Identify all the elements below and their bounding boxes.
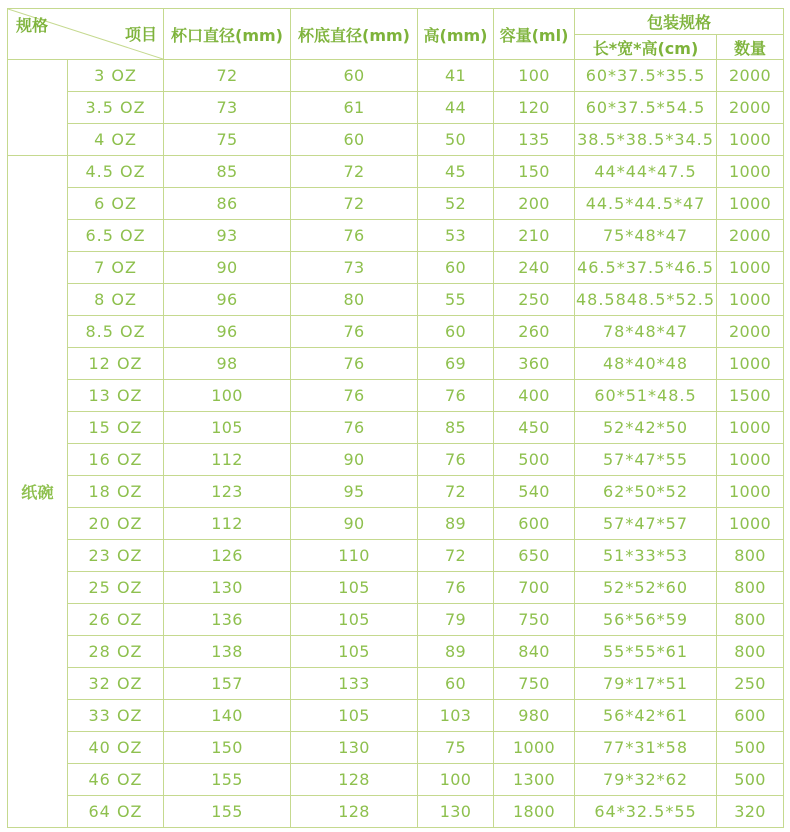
top-diameter-cell: 126	[164, 540, 291, 572]
packaging-qty-cell: 1000	[717, 284, 784, 316]
capacity-cell: 1800	[494, 796, 575, 828]
packaging-qty-cell: 800	[717, 540, 784, 572]
table-body	[8, 60, 784, 828]
bottom-diameter-cell: 105	[291, 700, 418, 732]
packaging-dims-cell: 79*17*51	[575, 668, 717, 700]
packaging-qty-cell: 1000	[717, 188, 784, 220]
packaging-qty-cell: 800	[717, 572, 784, 604]
height-cell: 50	[418, 124, 494, 156]
spec-cell: 7 OZ	[68, 252, 164, 284]
capacity-cell: 1300	[494, 764, 575, 796]
top-diameter-cell: 100	[164, 380, 291, 412]
spec-cell: 15 OZ	[68, 412, 164, 444]
category-cell-paper-bowl: 纸碗	[8, 156, 68, 828]
packaging-qty-cell: 2000	[717, 92, 784, 124]
table-row	[8, 700, 784, 732]
packaging-dims-cell: 56*56*59	[575, 604, 717, 636]
top-diameter-cell: 93	[164, 220, 291, 252]
packaging-dims-cell: 77*31*58	[575, 732, 717, 764]
category-cell-empty	[8, 60, 68, 156]
bottom-diameter-cell: 76	[291, 220, 418, 252]
packaging-dims-cell: 60*37.5*35.5	[575, 60, 717, 92]
col-packaging-qty: 数量	[717, 35, 784, 60]
packaging-qty-cell: 600	[717, 700, 784, 732]
packaging-qty-cell: 800	[717, 604, 784, 636]
table-row	[8, 92, 784, 124]
top-diameter-cell: 155	[164, 764, 291, 796]
packaging-qty-cell: 1000	[717, 124, 784, 156]
capacity-cell: 210	[494, 220, 575, 252]
bottom-diameter-cell: 105	[291, 636, 418, 668]
packaging-dims-cell: 52*42*50	[575, 412, 717, 444]
height-cell: 130	[418, 796, 494, 828]
table-row	[8, 348, 784, 380]
table-row	[8, 156, 784, 188]
packaging-qty-cell: 800	[717, 636, 784, 668]
table-row	[8, 796, 784, 828]
height-cell: 79	[418, 604, 494, 636]
top-diameter-cell: 150	[164, 732, 291, 764]
height-cell: 89	[418, 508, 494, 540]
table-row	[8, 412, 784, 444]
table-row	[8, 316, 784, 348]
height-cell: 45	[418, 156, 494, 188]
table-row	[8, 636, 784, 668]
packaging-dims-cell: 44.5*44.5*47	[575, 188, 717, 220]
spec-cell: 8 OZ	[68, 284, 164, 316]
capacity-cell: 450	[494, 412, 575, 444]
spec-cell: 16 OZ	[68, 444, 164, 476]
top-diameter-cell: 136	[164, 604, 291, 636]
bottom-diameter-cell: 60	[291, 60, 418, 92]
table-row	[8, 444, 784, 476]
col-bottom-diameter: 杯底直径(mm)	[291, 9, 418, 60]
top-diameter-cell: 98	[164, 348, 291, 380]
top-diameter-cell: 140	[164, 700, 291, 732]
packaging-qty-cell: 500	[717, 732, 784, 764]
capacity-cell: 100	[494, 60, 575, 92]
table-row	[8, 476, 784, 508]
packaging-dims-cell: 75*48*47	[575, 220, 717, 252]
spec-cell: 26 OZ	[68, 604, 164, 636]
bottom-diameter-cell: 90	[291, 444, 418, 476]
table-row	[8, 604, 784, 636]
packaging-dims-cell: 55*55*61	[575, 636, 717, 668]
capacity-cell: 360	[494, 348, 575, 380]
spec-cell: 23 OZ	[68, 540, 164, 572]
table-row	[8, 764, 784, 796]
capacity-cell: 400	[494, 380, 575, 412]
table-row	[8, 284, 784, 316]
height-cell: 69	[418, 348, 494, 380]
height-cell: 55	[418, 284, 494, 316]
top-diameter-cell: 112	[164, 508, 291, 540]
capacity-cell: 540	[494, 476, 575, 508]
packaging-qty-cell: 1000	[717, 412, 784, 444]
capacity-cell: 240	[494, 252, 575, 284]
top-diameter-cell: 105	[164, 412, 291, 444]
packaging-qty-cell: 2000	[717, 316, 784, 348]
col-capacity: 容量(ml)	[494, 9, 575, 60]
bottom-diameter-cell: 130	[291, 732, 418, 764]
height-cell: 76	[418, 380, 494, 412]
table-row	[8, 220, 784, 252]
spec-cell: 18 OZ	[68, 476, 164, 508]
corner-header	[8, 9, 164, 60]
table-row	[8, 668, 784, 700]
packaging-dims-cell: 56*42*61	[575, 700, 717, 732]
packaging-dims-cell: 44*44*47.5	[575, 156, 717, 188]
spec-cell: 8.5 OZ	[68, 316, 164, 348]
packaging-dims-cell: 46.5*37.5*46.5	[575, 252, 717, 284]
packaging-dims-cell: 78*48*47	[575, 316, 717, 348]
spec-cell: 28 OZ	[68, 636, 164, 668]
height-cell: 89	[418, 636, 494, 668]
bottom-diameter-cell: 128	[291, 764, 418, 796]
spec-cell: 46 OZ	[68, 764, 164, 796]
capacity-cell: 1000	[494, 732, 575, 764]
packaging-dims-cell: 57*47*55	[575, 444, 717, 476]
table-row	[8, 124, 784, 156]
top-diameter-cell: 112	[164, 444, 291, 476]
packaging-dims-cell: 79*32*62	[575, 764, 717, 796]
packaging-dims-cell: 62*50*52	[575, 476, 717, 508]
height-cell: 100	[418, 764, 494, 796]
packaging-qty-cell: 1000	[717, 348, 784, 380]
capacity-cell: 750	[494, 604, 575, 636]
top-diameter-cell: 75	[164, 124, 291, 156]
table-row	[8, 188, 784, 220]
packaging-qty-cell: 500	[717, 764, 784, 796]
top-diameter-cell: 155	[164, 796, 291, 828]
bottom-diameter-cell: 128	[291, 796, 418, 828]
bottom-diameter-cell: 60	[291, 124, 418, 156]
bottom-diameter-cell: 80	[291, 284, 418, 316]
spec-cell: 6 OZ	[68, 188, 164, 220]
col-top-diameter: 杯口直径(mm)	[164, 9, 291, 60]
spec-cell: 4.5 OZ	[68, 156, 164, 188]
table-row	[8, 60, 784, 92]
packaging-qty-cell: 2000	[717, 60, 784, 92]
bottom-diameter-cell: 72	[291, 156, 418, 188]
packaging-qty-cell: 1000	[717, 252, 784, 284]
top-diameter-cell: 90	[164, 252, 291, 284]
table-row	[8, 508, 784, 540]
capacity-cell: 250	[494, 284, 575, 316]
capacity-cell: 650	[494, 540, 575, 572]
capacity-cell: 600	[494, 508, 575, 540]
col-packaging-dims: 长*宽*高(cm)	[575, 35, 717, 60]
capacity-cell: 150	[494, 156, 575, 188]
packaging-qty-cell: 1000	[717, 476, 784, 508]
top-diameter-cell: 96	[164, 284, 291, 316]
table-row	[8, 572, 784, 604]
top-diameter-cell: 130	[164, 572, 291, 604]
height-cell: 44	[418, 92, 494, 124]
col-height: 高(mm)	[418, 9, 494, 60]
spec-cell: 12 OZ	[68, 348, 164, 380]
height-cell: 75	[418, 732, 494, 764]
packaging-qty-cell: 1000	[717, 156, 784, 188]
spec-cell: 4 OZ	[68, 124, 164, 156]
bottom-diameter-cell: 76	[291, 412, 418, 444]
bottom-diameter-cell: 76	[291, 348, 418, 380]
bottom-diameter-cell: 90	[291, 508, 418, 540]
bottom-diameter-cell: 133	[291, 668, 418, 700]
col-packaging: 包装规格	[575, 9, 784, 35]
bottom-diameter-cell: 105	[291, 604, 418, 636]
height-cell: 60	[418, 668, 494, 700]
bottom-diameter-cell: 76	[291, 380, 418, 412]
height-cell: 85	[418, 412, 494, 444]
packaging-dims-cell: 64*32.5*55	[575, 796, 717, 828]
bottom-diameter-cell: 105	[291, 572, 418, 604]
packaging-dims-cell: 48*40*48	[575, 348, 717, 380]
packaging-qty-cell: 1000	[717, 508, 784, 540]
height-cell: 72	[418, 540, 494, 572]
bottom-diameter-cell: 110	[291, 540, 418, 572]
bottom-diameter-cell: 95	[291, 476, 418, 508]
table-row	[8, 732, 784, 764]
top-diameter-cell: 138	[164, 636, 291, 668]
spec-cell: 13 OZ	[68, 380, 164, 412]
packaging-dims-cell: 60*37.5*54.5	[575, 92, 717, 124]
packaging-qty-cell: 1500	[717, 380, 784, 412]
height-cell: 72	[418, 476, 494, 508]
top-diameter-cell: 123	[164, 476, 291, 508]
spec-cell: 20 OZ	[68, 508, 164, 540]
packaging-qty-cell: 2000	[717, 220, 784, 252]
capacity-cell: 980	[494, 700, 575, 732]
spec-cell: 6.5 OZ	[68, 220, 164, 252]
packaging-qty-cell: 1000	[717, 444, 784, 476]
spec-cell: 64 OZ	[68, 796, 164, 828]
spec-cell: 25 OZ	[68, 572, 164, 604]
capacity-cell: 500	[494, 444, 575, 476]
capacity-cell: 700	[494, 572, 575, 604]
top-diameter-cell: 73	[164, 92, 291, 124]
capacity-cell: 200	[494, 188, 575, 220]
spec-cell: 33 OZ	[68, 700, 164, 732]
height-cell: 76	[418, 572, 494, 604]
height-cell: 52	[418, 188, 494, 220]
bottom-diameter-cell: 61	[291, 92, 418, 124]
packaging-qty-cell: 320	[717, 796, 784, 828]
table-row	[8, 540, 784, 572]
top-diameter-cell: 72	[164, 60, 291, 92]
height-cell: 60	[418, 316, 494, 348]
top-diameter-cell: 85	[164, 156, 291, 188]
corner-item-label: 项目	[124, 25, 157, 44]
spec-cell: 3.5 OZ	[68, 92, 164, 124]
packaging-qty-cell: 250	[717, 668, 784, 700]
height-cell: 60	[418, 252, 494, 284]
capacity-cell: 120	[494, 92, 575, 124]
bottom-diameter-cell: 73	[291, 252, 418, 284]
height-cell: 76	[418, 444, 494, 476]
capacity-cell: 750	[494, 668, 575, 700]
capacity-cell: 840	[494, 636, 575, 668]
packaging-dims-cell: 51*33*53	[575, 540, 717, 572]
spec-cell: 32 OZ	[68, 668, 164, 700]
packaging-dims-cell: 52*52*60	[575, 572, 717, 604]
table-row	[8, 380, 784, 412]
spec-table	[7, 8, 784, 828]
height-cell: 103	[418, 700, 494, 732]
packaging-dims-cell: 48.5848.5*52.5	[575, 284, 717, 316]
top-diameter-cell: 157	[164, 668, 291, 700]
height-cell: 41	[418, 60, 494, 92]
bottom-diameter-cell: 72	[291, 188, 418, 220]
capacity-cell: 135	[494, 124, 575, 156]
packaging-dims-cell: 57*47*57	[575, 508, 717, 540]
height-cell: 53	[418, 220, 494, 252]
packaging-dims-cell: 60*51*48.5	[575, 380, 717, 412]
packaging-dims-cell: 38.5*38.5*34.5	[575, 124, 717, 156]
bottom-diameter-cell: 76	[291, 316, 418, 348]
corner-spec-label: 规格	[16, 16, 49, 35]
spec-cell: 40 OZ	[68, 732, 164, 764]
top-diameter-cell: 96	[164, 316, 291, 348]
top-diameter-cell: 86	[164, 188, 291, 220]
capacity-cell: 260	[494, 316, 575, 348]
table-row	[8, 252, 784, 284]
spec-cell: 3 OZ	[68, 60, 164, 92]
